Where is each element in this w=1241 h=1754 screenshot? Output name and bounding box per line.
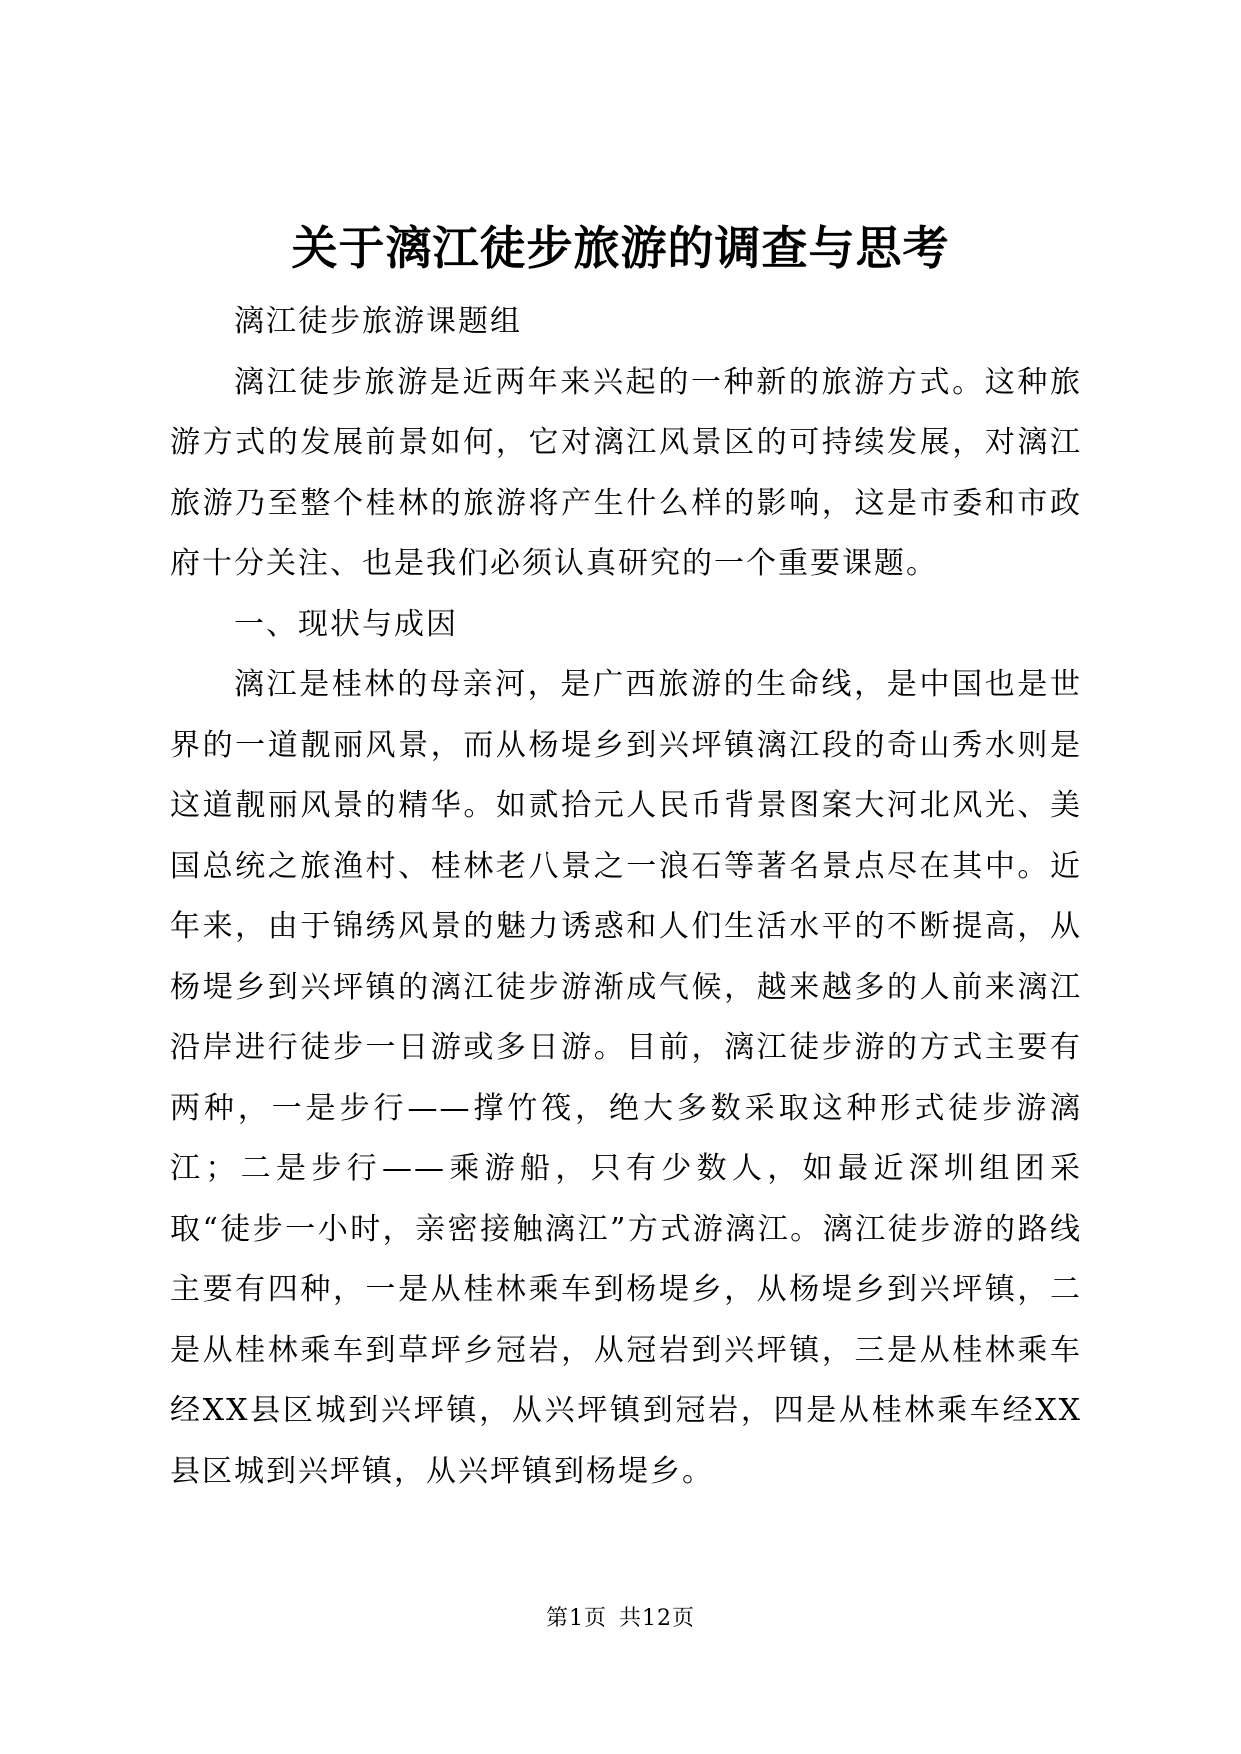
page-footer	[0, 1604, 1241, 1634]
page-number: 第1页	[546, 1606, 607, 1631]
section-heading: 一、现状与成因	[234, 606, 458, 642]
paragraph-intro: 漓江徒步旅游是近两年来兴起的一种新的旅游方式。这种旅游方式的发展前景如何，它对漓江风景区的可持续发展，对漓江旅游乃至整个桂林的旅游将产生什么样的影响，这是市委和市政府十分关注、也是我们必须认真研究的一个重要课题。	[170, 364, 1082, 581]
page-total: 共12页	[619, 1606, 695, 1631]
document-body	[170, 292, 1082, 1502]
document-title: 关于漓江徒步旅游的调查与思考	[291, 221, 950, 275]
paragraph-status: 漓江是桂林的母亲河，是广西旅游的生命线，是中国也是世界的一道靓丽风景，而从杨堤乡到兴坪镇漓江段的奇山秀水则是这道靓丽风景的精华。如贰拾元人民币背景图案大河北风光、美国总统之旅渔村、桂林老八景之一浪石等著名景点尽在其中。近年来，由于锦绣风景的魅力诱惑和人们生活水平的不断提高，从杨堤乡到兴坪镇的漓江徒步游渐成气候，越来越多的人前来漓江沿岸进行徒步一日游或多日游。目前，漓江徒步游的方式主要有两种，一是步行——撑竹筏，绝大多数采取这种形式徒步游漓江；二是步行——乘游船，只有少数人，如最近深圳组团采取“徒步一小时，亲密接触漓江”方式游漓江。漓江徒步游的路线主要有四种，一是从桂林乘车到杨堤乡，从杨堤乡到兴坪镇，二是从桂林乘车到草坪乡冠岩，从冠岩到兴坪镇，三是从桂林乘车经XX县区城到兴坪镇，从兴坪镇到冠岩，四是从桂林乘车经XX县区城到兴坪镇，从兴坪镇到杨堤乡。	[170, 667, 1082, 1489]
author-line: 漓江徒步旅游课题组	[234, 304, 522, 339]
